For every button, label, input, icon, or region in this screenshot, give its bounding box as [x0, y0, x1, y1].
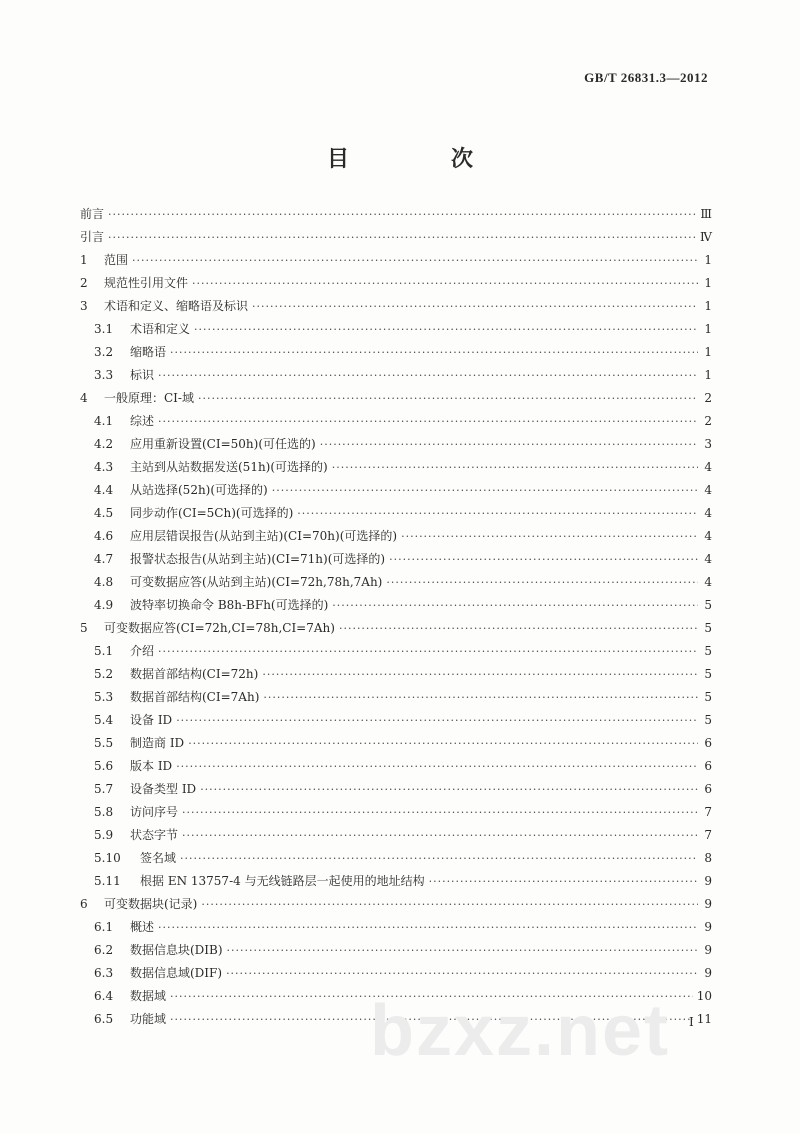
toc-entry-number: 4.4: [94, 483, 114, 497]
toc-entry-page: 2: [704, 414, 712, 428]
toc-entry-page: 9: [704, 966, 712, 980]
toc-entry-title: 引言: [80, 230, 105, 244]
toc-entry-page: 7: [704, 828, 712, 842]
toc-entry-number: 5.10: [94, 851, 121, 865]
dot-leader: [158, 410, 698, 433]
toc-entry-number: 2: [80, 276, 88, 290]
toc-entry-title: 数据信息块(DIB): [130, 943, 223, 957]
toc-entry[interactable]: [80, 341, 712, 364]
dot-leader: [429, 870, 698, 893]
toc-entry-title: 同步动作(CI=5Ch)(可选择的): [130, 506, 294, 520]
toc-entry[interactable]: [80, 456, 712, 479]
dot-leader: [263, 686, 698, 709]
toc-entry-title: 波特率切换命令 B8h-BFh(可选择的): [130, 598, 329, 612]
toc-entry-title: 数据首部结构(CI=72h): [130, 667, 259, 681]
toc-entry-title: 数据信息域(DIF): [130, 966, 223, 980]
toc-entry-title: 可变数据块(记录): [104, 897, 198, 911]
toc-entry-page: 9: [704, 920, 712, 934]
toc-entry-page: 10: [696, 989, 712, 1003]
toc-entry-page: 3: [704, 437, 712, 451]
toc-entry-page: 9: [704, 874, 712, 888]
toc-entry-page: 1: [704, 299, 712, 313]
toc-entry-page: 1: [704, 253, 712, 267]
toc-entry-title: 规范性引用文件: [104, 276, 189, 290]
toc-entry-page: 4: [704, 483, 712, 497]
toc-entry-title: 缩略语: [130, 345, 167, 359]
dot-leader: [188, 732, 698, 755]
toc-entry-page: 4: [704, 460, 712, 474]
dot-leader: [194, 318, 698, 341]
dot-leader: [332, 594, 698, 617]
dot-leader: [201, 893, 698, 916]
toc-entry-title: 范围: [104, 253, 129, 267]
toc-entry-page: 6: [704, 782, 712, 796]
toc-entry[interactable]: [80, 824, 712, 847]
dot-leader: [176, 755, 698, 778]
toc-entry-title: 设备类型 ID: [130, 782, 197, 796]
toc-entry[interactable]: [80, 387, 712, 410]
toc-entry[interactable]: [80, 916, 712, 939]
dot-leader: [386, 571, 698, 594]
toc-entry-number: 5.4: [94, 713, 114, 727]
dot-leader: [170, 985, 693, 1008]
toc-entry[interactable]: [80, 479, 712, 502]
toc-entry-number: 5.9: [94, 828, 114, 842]
toc-entry-number: 5.1: [94, 644, 114, 658]
toc-entry-title: 一般原理：CI-域: [104, 391, 194, 405]
toc-entry-number: 3.3: [94, 368, 114, 382]
dot-leader: [182, 801, 698, 824]
toc-entry-page: 5: [704, 713, 712, 727]
toc-entry[interactable]: [80, 226, 712, 249]
toc-entry-number: 5.3: [94, 690, 114, 704]
dot-leader: [132, 249, 698, 272]
toc-entry[interactable]: [80, 203, 712, 226]
toc-entry-page: 5: [704, 621, 712, 635]
toc-entry[interactable]: [80, 755, 712, 778]
toc-entry-title: 术语和定义: [130, 322, 191, 336]
toc-entry-page: 7: [704, 805, 712, 819]
toc-entry-number: 5.5: [94, 736, 114, 750]
toc-entry[interactable]: [80, 525, 712, 548]
toc-entry-title: 功能域: [130, 1012, 167, 1026]
toc-entry-page: 8: [704, 851, 712, 865]
dot-leader: [200, 778, 698, 801]
toc-entry-page: 6: [704, 759, 712, 773]
dot-leader: [320, 433, 698, 456]
toc-entry-page: 1: [704, 368, 712, 382]
toc-entry[interactable]: [80, 594, 712, 617]
toc-entry-page: 1: [704, 322, 712, 336]
toc-entry-number: 6.4: [94, 989, 114, 1003]
dot-leader: [389, 548, 698, 571]
toc-entry[interactable]: [80, 249, 712, 272]
toc-entry-number: 5.2: [94, 667, 114, 681]
toc-entry[interactable]: [80, 548, 712, 571]
toc-entry-page: 4: [704, 529, 712, 543]
toc-entry-page: 4: [704, 575, 712, 589]
toc-entry-title: 主站到从站数据发送(51h)(可选择的): [130, 460, 328, 474]
toc-entry-page: Ⅳ: [700, 230, 712, 244]
toc-entry-number: 5.11: [94, 874, 121, 888]
toc-entry-number: 5.7: [94, 782, 114, 796]
dot-leader: [262, 663, 698, 686]
toc-entry-page: 5: [704, 667, 712, 681]
toc-entry-number: 4.7: [94, 552, 114, 566]
toc-entry[interactable]: [80, 732, 712, 755]
toc-entry[interactable]: [80, 433, 712, 456]
toc-entry-page: 5: [704, 598, 712, 612]
toc-entry-title: 综述: [130, 414, 155, 428]
toc-entry-title: 可变数据应答(从站到主站)(CI=72h,78h,7Ah): [130, 575, 383, 589]
dot-leader: [401, 525, 698, 548]
toc-entry-page: 6: [704, 736, 712, 750]
toc-entry[interactable]: [80, 663, 712, 686]
toc-entry[interactable]: [80, 801, 712, 824]
dot-leader: [170, 1008, 693, 1031]
toc-entry[interactable]: [80, 1008, 712, 1031]
toc-entry-title: 前言: [80, 207, 105, 221]
toc-entry-number: 6.1: [94, 920, 114, 934]
toc-entry-number: 1: [80, 253, 88, 267]
dot-leader: [182, 824, 698, 847]
dot-leader: [108, 203, 696, 226]
dot-leader: [158, 640, 698, 663]
toc-entry-number: 4.1: [94, 414, 114, 428]
toc-entry-number: 3.2: [94, 345, 114, 359]
dot-leader: [297, 502, 698, 525]
toc-entry-number: 4.8: [94, 575, 114, 589]
page-title: 目 次: [326, 146, 513, 172]
toc-entry-number: 5.6: [94, 759, 114, 773]
toc-entry[interactable]: [80, 617, 712, 640]
dot-leader: [332, 456, 698, 479]
watermark: bzxz.net: [370, 991, 671, 1071]
toc-entry-page: 1: [704, 276, 712, 290]
toc-entry-title: 访问序号: [130, 805, 179, 819]
toc-entry-title: 应用重新设置(CI=50h)(可任选的): [130, 437, 316, 451]
toc-entry-title: 根据 EN 13757-4 与无线链路层一起使用的地址结构: [140, 874, 425, 888]
dot-leader: [227, 939, 698, 962]
toc-entry-number: 6.2: [94, 943, 114, 957]
dot-leader: [108, 226, 696, 249]
toc-entry-title: 可变数据应答(CI=72h,CI=78h,CI=7Ah): [104, 621, 335, 635]
toc-entry-number: 6.3: [94, 966, 114, 980]
toc-entry[interactable]: [80, 893, 712, 916]
toc-entry-page: 9: [704, 897, 712, 911]
toc-entry[interactable]: [80, 686, 712, 709]
toc-entry-title: 概述: [130, 920, 155, 934]
toc-entry-title: 从站选择(52h)(可选择的): [130, 483, 268, 497]
toc-entry-page: 11: [696, 1012, 712, 1026]
toc-entry-title: 应用层错误报告(从站到主站)(CI=70h)(可选择的): [130, 529, 398, 543]
toc-entry-number: 4.3: [94, 460, 114, 474]
dot-leader: [176, 709, 698, 732]
toc-entry[interactable]: [80, 778, 712, 801]
toc-entry-page: 4: [704, 506, 712, 520]
toc-entry[interactable]: [80, 295, 712, 318]
toc-entry-number: 3.1: [94, 322, 114, 336]
toc-entry-title: 制造商 ID: [130, 736, 185, 750]
toc-entry[interactable]: [80, 364, 712, 387]
toc-entry-title: 标识: [130, 368, 155, 382]
toc-entry-title: 介绍: [130, 644, 155, 658]
toc-entry[interactable]: [80, 318, 712, 341]
dot-leader: [158, 364, 698, 387]
toc-entry-title: 报警状态报告(从站到主站)(CI=71h)(可选择的): [130, 552, 386, 566]
toc-entry-number: 5.8: [94, 805, 114, 819]
toc-entry-number: 5: [80, 621, 88, 635]
dot-leader: [198, 387, 698, 410]
dot-leader: [339, 617, 698, 640]
toc-entry-number: 6: [80, 897, 88, 911]
toc-entry-number: 4.5: [94, 506, 114, 520]
dot-leader: [180, 847, 698, 870]
toc-entry-title: 术语和定义、缩略语及标识: [104, 299, 249, 313]
toc-entry[interactable]: [80, 939, 712, 962]
toc-entry-page: Ⅲ: [700, 207, 712, 221]
toc-entry-number: 4.2: [94, 437, 114, 451]
dot-leader: [226, 962, 698, 985]
toc-entry[interactable]: [80, 571, 712, 594]
toc-entry-title: 设备 ID: [130, 713, 173, 727]
standard-code: GB/T 26831.3—2012: [584, 70, 708, 85]
toc-entry-title: 状态字节: [130, 828, 179, 842]
toc-entry-number: 3: [80, 299, 88, 313]
toc-entry[interactable]: [80, 870, 712, 893]
dot-leader: [272, 479, 698, 502]
toc-entry[interactable]: [80, 502, 712, 525]
toc-entry[interactable]: [80, 709, 712, 732]
dot-leader: [158, 916, 698, 939]
toc-entry[interactable]: [80, 272, 712, 295]
toc-entry[interactable]: [80, 847, 712, 870]
toc-entry-page: 4: [704, 552, 712, 566]
toc-entry[interactable]: [80, 410, 712, 433]
toc-entry-page: 5: [704, 644, 712, 658]
toc-entry-title: 数据首部结构(CI=7Ah): [130, 690, 260, 704]
table-of-contents: [80, 203, 712, 1031]
toc-entry-page: 1: [704, 345, 712, 359]
toc-entry-page: 5: [704, 690, 712, 704]
toc-entry-number: 4.9: [94, 598, 114, 612]
dot-leader: [170, 341, 698, 364]
toc-entry-title: 签名域: [140, 851, 177, 865]
toc-entry-title: 版本 ID: [130, 759, 173, 773]
toc-entry-page: 2: [704, 391, 712, 405]
page-number: I: [689, 1015, 694, 1029]
toc-entry[interactable]: [80, 640, 712, 663]
dot-leader: [252, 295, 698, 318]
toc-entry-page: 9: [704, 943, 712, 957]
toc-entry-number: 4.6: [94, 529, 114, 543]
toc-entry[interactable]: [80, 985, 712, 1008]
toc-entry-title: 数据域: [130, 989, 167, 1003]
toc-entry-number: 6.5: [94, 1012, 114, 1026]
dot-leader: [192, 272, 698, 295]
toc-entry[interactable]: [80, 962, 712, 985]
toc-entry-number: 4: [80, 391, 88, 405]
